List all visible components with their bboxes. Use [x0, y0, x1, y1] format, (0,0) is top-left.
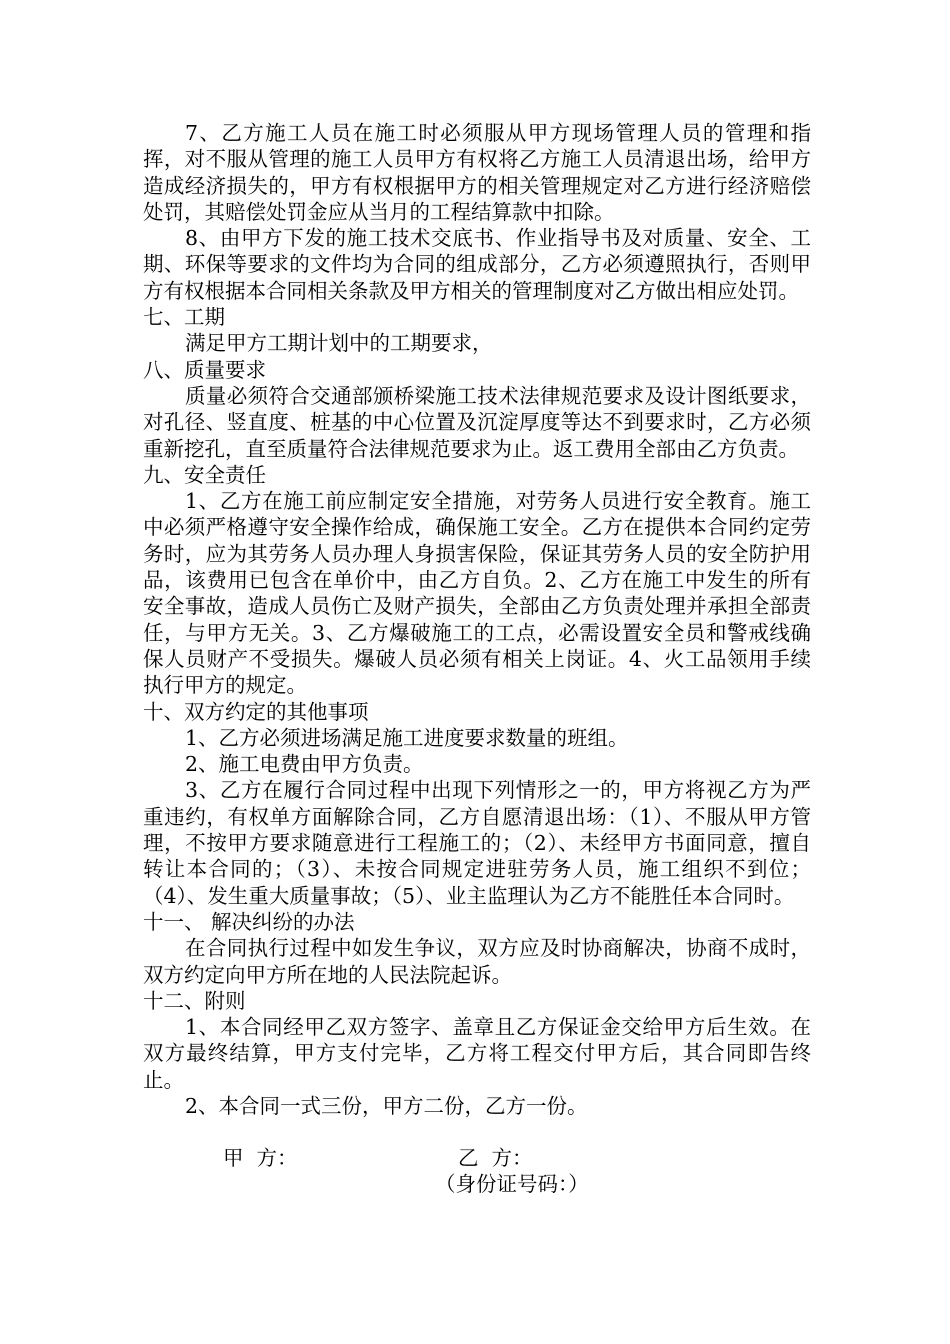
signature-block — [143, 1145, 811, 1197]
section-heading-other-matters: 十、双方约定的其他事项 — [143, 699, 369, 724]
id-number-label: （身份证号码：） — [435, 1172, 589, 1197]
schedule-paragraph: 满足甲方工期计划中的工期要求， — [185, 331, 493, 356]
document-page — [143, 120, 811, 1197]
other-matters-item-2: 2、施工电费由甲方负责。 — [185, 752, 424, 777]
section-heading-supplementary: 十二、附则 — [143, 988, 246, 1013]
party-a-signature-label: 甲 方： — [223, 1146, 298, 1171]
section-heading-disputes: 十一、 解决纠纷的办法 — [143, 909, 355, 934]
party-b-signature-label: 乙 方： — [458, 1146, 533, 1171]
section-heading-safety: 九、安全责任 — [143, 462, 266, 487]
disputes-paragraph: 在合同执行过程中如发生争议，双方应及时协商解决，协商不成时，双方约定向甲方所在地的人民法院起诉。 — [143, 936, 811, 987]
section-heading-schedule: 七、工期 — [143, 305, 225, 330]
clause-8-paragraph: 8、由甲方下发的施工技术交底书、作业指导书及对质量、安全、工期、环保等要求的文件均为合同的组成部分，乙方必须遵照执行，否则甲方有权根据本合同相关条款及甲方相关的管理制度对乙方做出相应处罚。 — [143, 226, 811, 303]
quality-paragraph: 质量必须符合交通部颁桥梁施工技术法律规范要求及设计图纸要求，对孔径、竖直度、桩基的中心位置及沉淀厚度等达不到要求时，乙方必须重新挖孔，直至质量符合法律规范要求为止。返工费用全部由乙方负责。 — [143, 383, 811, 461]
section-heading-quality: 八、质量要求 — [143, 357, 266, 382]
supplementary-item-2: 2、本合同一式三份，甲方二份，乙方一份。 — [185, 1093, 588, 1118]
other-matters-item-3: 3、乙方在履行合同过程中出现下列情形之一的，甲方将视乙方为严重违约，有权单方面解除合同，乙方自愿清退出场：（1）、不服从甲方管理，不按甲方要求随意进行工程施工的；（2）、未经甲方书面同意，擅自转让本合同的；（3）、未按合同规定进驻劳务人员，施工组织不到位；（4）、发生重大质量事故；（5）、业主监理认为乙方不能胜任本合同时。 — [143, 778, 811, 908]
safety-paragraph: 1、乙方在施工前应制定安全措施，对劳务人员进行安全教育。施工中必须严格遵守安全操作给成，确保施工安全。乙方在提供本合同约定劳务时，应为其劳务人员办理人身损害保险，保证其劳务人员的安全防护用品，该费用已包含在单价中，由乙方自负。2、乙方在施工中发生的所有安全事故，造成人员伤亡及财产损失，全部由乙方负责处理并承担全部责任，与甲方无关。3、乙方爆破施工的工点，必需设置安全员和警戒线确保人员财产不受损失。爆破人员必须有相关上岗证。4、火工品领用手续执行甲方的规定。 — [143, 489, 811, 698]
clause-7-paragraph: 7、乙方施工人员在施工时必须服从甲方现场管理人员的管理和指挥，对不服从管理的施工人员甲方有权将乙方施工人员清退出场，给甲方造成经济损失的，甲方有权根据甲方的相关管理规定对乙方进行经济赔偿处罚，其赔偿处罚金应从当月的工程结算款中扣除。 — [143, 121, 811, 224]
other-matters-item-1: 1、乙方必须进场满足施工进度要求数量的班组。 — [185, 725, 629, 750]
supplementary-item-1: 1、本合同经甲乙双方签字、盖章且乙方保证金交给甲方后生效。在双方最终结算，甲方支付完毕，乙方将工程交付甲方后，其合同即告终止。 — [143, 1015, 811, 1092]
